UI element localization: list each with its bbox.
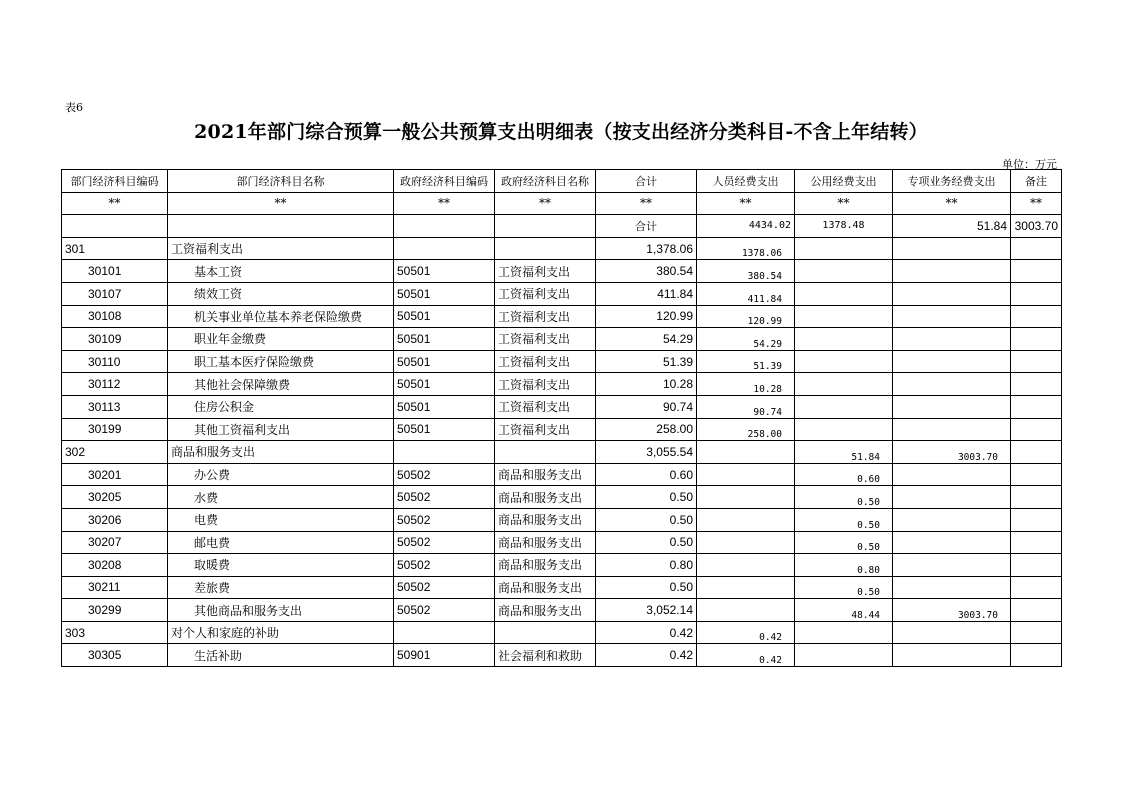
row-special — [893, 395, 1011, 418]
total-personnel: 1378.48 — [795, 215, 893, 238]
row-total: 0.50 — [596, 531, 697, 554]
row-code: 30305 — [62, 644, 168, 667]
row-total: 0.80 — [596, 554, 697, 577]
table-cell: ** — [795, 192, 893, 215]
row-total: 10.28 — [596, 373, 697, 396]
row-special — [893, 282, 1011, 305]
row-gov-code: 50501 — [394, 305, 495, 328]
row-total: 0.50 — [596, 486, 697, 509]
row-remarks — [1011, 576, 1062, 599]
row-personnel — [697, 531, 795, 554]
row-total: 411.84 — [596, 282, 697, 305]
row-remarks — [1011, 305, 1062, 328]
row-remarks — [1011, 418, 1062, 441]
table-row — [62, 350, 1062, 373]
row-gov-code: 50501 — [394, 350, 495, 373]
header-gov-code: 政府经济科目编码 — [394, 170, 495, 193]
row-personnel: 90.74 — [697, 395, 795, 418]
row-special — [893, 531, 1011, 554]
row-public: 0.80 — [795, 554, 893, 577]
table-row — [62, 305, 1062, 328]
row-total: 0.50 — [596, 508, 697, 531]
table-row — [62, 644, 1062, 667]
row-remarks — [1011, 373, 1062, 396]
row-personnel: 1378.06 — [697, 237, 795, 260]
row-gov-name: 社会福利和救助 — [495, 644, 596, 667]
table-cell — [495, 215, 596, 238]
header-personnel: 人员经费支出 — [697, 170, 795, 193]
row-name: 水费 — [168, 486, 394, 509]
row-special — [893, 373, 1011, 396]
row-personnel: 411.84 — [697, 282, 795, 305]
table-row — [62, 282, 1062, 305]
row-code: 30112 — [62, 373, 168, 396]
table-row — [62, 237, 1062, 260]
row-remarks — [1011, 644, 1062, 667]
row-gov-name: 工资福利支出 — [495, 305, 596, 328]
row-gov-name — [495, 441, 596, 464]
table-row — [62, 260, 1062, 283]
row-gov-name: 商品和服务支出 — [495, 486, 596, 509]
row-gov-name: 商品和服务支出 — [495, 531, 596, 554]
header-public: 公用经费支出 — [795, 170, 893, 193]
header-remarks: 备注 — [1011, 170, 1062, 193]
row-remarks — [1011, 260, 1062, 283]
table-row — [62, 373, 1062, 396]
row-total: 3,055.54 — [596, 441, 697, 464]
row-gov-code — [394, 237, 495, 260]
row-special — [893, 486, 1011, 509]
row-code: 30206 — [62, 508, 168, 531]
row-total: 0.42 — [596, 621, 697, 644]
table-cell: ** — [1011, 192, 1062, 215]
row-gov-code: 50502 — [394, 599, 495, 622]
row-gov-code: 50501 — [394, 373, 495, 396]
row-personnel: 0.42 — [697, 644, 795, 667]
row-gov-code: 50901 — [394, 644, 495, 667]
row-name: 机关事业单位基本养老保险缴费 — [168, 305, 394, 328]
total-row — [62, 215, 1062, 238]
table-row — [62, 441, 1062, 464]
table-cell: ** — [596, 192, 697, 215]
row-public — [795, 644, 893, 667]
header-dept-code: 部门经济科目编码 — [62, 170, 168, 193]
row-name: 差旅费 — [168, 576, 394, 599]
row-name: 其他工资福利支出 — [168, 418, 394, 441]
row-personnel: 0.42 — [697, 621, 795, 644]
row-public — [795, 237, 893, 260]
page-title: 2021年部门综合预算一般公共预算支出明细表（按支出经济分类科目-不含上年结转） — [194, 121, 928, 143]
row-total: 0.42 — [596, 644, 697, 667]
row-gov-name — [495, 621, 596, 644]
table-row — [62, 395, 1062, 418]
row-special — [893, 554, 1011, 577]
row-name: 基本工资 — [168, 260, 394, 283]
row-gov-code: 50502 — [394, 508, 495, 531]
row-name: 绩效工资 — [168, 282, 394, 305]
row-gov-name: 工资福利支出 — [495, 395, 596, 418]
row-remarks — [1011, 554, 1062, 577]
row-personnel: 10.28 — [697, 373, 795, 396]
row-code: 30107 — [62, 282, 168, 305]
table-row — [62, 328, 1062, 351]
row-personnel — [697, 508, 795, 531]
row-public — [795, 282, 893, 305]
row-total: 258.00 — [596, 418, 697, 441]
row-code: 30113 — [62, 395, 168, 418]
row-name: 电费 — [168, 508, 394, 531]
row-name: 职工基本医疗保险缴费 — [168, 350, 394, 373]
row-gov-name: 商品和服务支出 — [495, 463, 596, 486]
row-personnel: 51.39 — [697, 350, 795, 373]
row-public: 48.44 — [795, 599, 893, 622]
row-name: 生活补助 — [168, 644, 394, 667]
row-gov-code: 50502 — [394, 463, 495, 486]
row-special — [893, 508, 1011, 531]
row-remarks — [1011, 350, 1062, 373]
row-code: 30208 — [62, 554, 168, 577]
row-remarks — [1011, 441, 1062, 464]
row-gov-code: 50501 — [394, 282, 495, 305]
row-remarks — [1011, 282, 1062, 305]
row-public — [795, 395, 893, 418]
row-gov-name: 商品和服务支出 — [495, 576, 596, 599]
row-code: 30299 — [62, 599, 168, 622]
row-name: 其他商品和服务支出 — [168, 599, 394, 622]
row-personnel: 120.99 — [697, 305, 795, 328]
row-gov-code: 50502 — [394, 576, 495, 599]
table-row — [62, 621, 1062, 644]
row-code: 30201 — [62, 463, 168, 486]
table-row — [62, 576, 1062, 599]
row-gov-code: 50502 — [394, 554, 495, 577]
row-public — [795, 418, 893, 441]
row-total: 90.74 — [596, 395, 697, 418]
row-special — [893, 463, 1011, 486]
row-public — [795, 621, 893, 644]
row-public: 0.50 — [795, 531, 893, 554]
row-gov-code — [394, 441, 495, 464]
table-cell: ** — [168, 192, 394, 215]
row-gov-name — [495, 237, 596, 260]
row-code: 301 — [62, 237, 168, 260]
row-special — [893, 305, 1011, 328]
header-row — [62, 170, 1062, 193]
row-public — [795, 373, 893, 396]
row-personnel — [697, 486, 795, 509]
row-gov-code: 50501 — [394, 260, 495, 283]
total-special: 3003.70 — [1011, 215, 1062, 238]
row-name: 住房公积金 — [168, 395, 394, 418]
row-total: 0.60 — [596, 463, 697, 486]
row-total: 380.54 — [596, 260, 697, 283]
row-name: 邮电费 — [168, 531, 394, 554]
row-personnel — [697, 463, 795, 486]
row-personnel: 380.54 — [697, 260, 795, 283]
row-code: 30211 — [62, 576, 168, 599]
row-total: 1,378.06 — [596, 237, 697, 260]
row-public: 0.50 — [795, 486, 893, 509]
row-code: 30101 — [62, 260, 168, 283]
row-public — [795, 305, 893, 328]
row-personnel — [697, 599, 795, 622]
total-public: 51.84 — [893, 215, 1011, 238]
row-code: 30199 — [62, 418, 168, 441]
budget-table — [61, 169, 1062, 667]
row-public: 0.50 — [795, 508, 893, 531]
row-special — [893, 328, 1011, 351]
row-total: 54.29 — [596, 328, 697, 351]
row-special — [893, 350, 1011, 373]
row-total: 3,052.14 — [596, 599, 697, 622]
table-row — [62, 554, 1062, 577]
row-gov-code — [394, 621, 495, 644]
table-cell: ** — [893, 192, 1011, 215]
row-gov-code: 50502 — [394, 486, 495, 509]
row-gov-code: 50501 — [394, 395, 495, 418]
row-code: 302 — [62, 441, 168, 464]
row-gov-name: 工资福利支出 — [495, 418, 596, 441]
row-total: 0.50 — [596, 576, 697, 599]
row-name: 取暖费 — [168, 554, 394, 577]
row-public — [795, 260, 893, 283]
row-gov-code: 50501 — [394, 328, 495, 351]
row-special — [893, 621, 1011, 644]
row-special — [893, 418, 1011, 441]
row-special — [893, 576, 1011, 599]
row-special — [893, 260, 1011, 283]
row-public — [795, 328, 893, 351]
row-code: 30207 — [62, 531, 168, 554]
row-remarks — [1011, 508, 1062, 531]
row-personnel: 54.29 — [697, 328, 795, 351]
row-remarks — [1011, 395, 1062, 418]
row-special: 3003.70 — [893, 441, 1011, 464]
table-row — [62, 508, 1062, 531]
row-gov-code: 50501 — [394, 418, 495, 441]
table-cell: ** — [697, 192, 795, 215]
table-row — [62, 531, 1062, 554]
row-personnel — [697, 554, 795, 577]
row-gov-name: 商品和服务支出 — [495, 599, 596, 622]
table-row — [62, 463, 1062, 486]
row-gov-name: 商品和服务支出 — [495, 508, 596, 531]
row-total: 120.99 — [596, 305, 697, 328]
table-row — [62, 599, 1062, 622]
row-public — [795, 350, 893, 373]
row-public: 0.50 — [795, 576, 893, 599]
row-gov-name: 工资福利支出 — [495, 260, 596, 283]
row-name: 工资福利支出 — [168, 237, 394, 260]
row-remarks — [1011, 328, 1062, 351]
row-special: 3003.70 — [893, 599, 1011, 622]
header-dept-name: 部门经济科目名称 — [168, 170, 394, 193]
row-code: 30108 — [62, 305, 168, 328]
row-remarks — [1011, 599, 1062, 622]
table-cell: ** — [394, 192, 495, 215]
table-cell — [62, 215, 168, 238]
row-public: 51.84 — [795, 441, 893, 464]
table-cell: ** — [62, 192, 168, 215]
row-gov-name: 工资福利支出 — [495, 350, 596, 373]
row-remarks — [1011, 237, 1062, 260]
row-personnel: 258.00 — [697, 418, 795, 441]
star-row — [62, 192, 1062, 215]
row-personnel — [697, 441, 795, 464]
table-cell — [168, 215, 394, 238]
row-name: 职业年金缴费 — [168, 328, 394, 351]
row-name: 办公费 — [168, 463, 394, 486]
row-special — [893, 644, 1011, 667]
table-cell: ** — [495, 192, 596, 215]
row-code: 30110 — [62, 350, 168, 373]
header-total: 合计 — [596, 170, 697, 193]
row-special — [893, 237, 1011, 260]
row-gov-name: 工资福利支出 — [495, 373, 596, 396]
header-gov-name: 政府经济科目名称 — [495, 170, 596, 193]
row-name: 商品和服务支出 — [168, 441, 394, 464]
row-gov-code: 50502 — [394, 531, 495, 554]
row-remarks — [1011, 621, 1062, 644]
row-name: 其他社会保障缴费 — [168, 373, 394, 396]
row-personnel — [697, 576, 795, 599]
table-number-label: 表6 — [65, 101, 83, 114]
total-label: 合计 — [596, 215, 697, 238]
row-public: 0.60 — [795, 463, 893, 486]
table-row — [62, 418, 1062, 441]
header-special: 专项业务经费支出 — [893, 170, 1011, 193]
row-remarks — [1011, 486, 1062, 509]
row-remarks — [1011, 531, 1062, 554]
table-row — [62, 486, 1062, 509]
row-total: 51.39 — [596, 350, 697, 373]
row-code: 30109 — [62, 328, 168, 351]
row-code: 30205 — [62, 486, 168, 509]
row-code: 303 — [62, 621, 168, 644]
row-gov-name: 工资福利支出 — [495, 282, 596, 305]
unit-label: 单位：万元 — [1002, 158, 1057, 171]
row-gov-name: 工资福利支出 — [495, 328, 596, 351]
total-amount: 4434.02 — [697, 215, 795, 238]
row-remarks — [1011, 463, 1062, 486]
row-name: 对个人和家庭的补助 — [168, 621, 394, 644]
row-gov-name: 商品和服务支出 — [495, 554, 596, 577]
table-cell — [394, 215, 495, 238]
